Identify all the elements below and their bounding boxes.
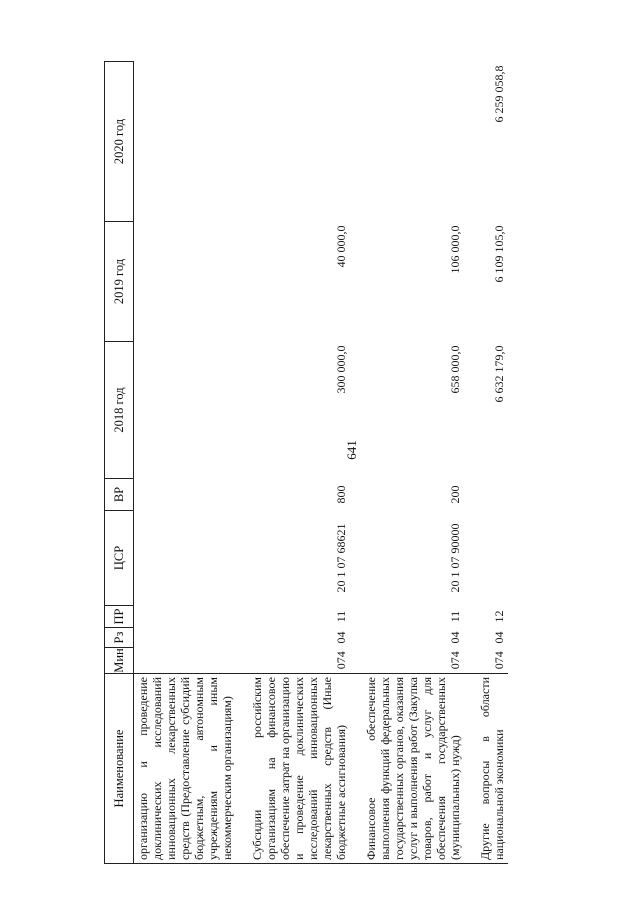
table-row	[464, 62, 508, 864]
col-pr-header: ПР	[105, 606, 134, 628]
row-2018	[134, 342, 237, 479]
row-rz: 04	[448, 631, 462, 644]
row-vr: 200	[448, 485, 462, 504]
row-2019: 40 000,0	[334, 225, 348, 268]
row-2018: 300 000,0	[334, 345, 348, 394]
row-vr: 800	[334, 485, 348, 504]
row-name: Другие вопросы в области национальной экономики	[464, 674, 508, 864]
col-vr-header: ВР	[105, 479, 134, 511]
table-row	[350, 62, 464, 864]
row-2019	[134, 222, 237, 342]
row-2018: 6 632 179,0	[492, 345, 506, 403]
row-min: 074	[492, 651, 506, 670]
row-2019: 106 000,0	[448, 225, 462, 274]
col-csr-header: ЦСР	[105, 511, 134, 606]
col-name-header: Наименование	[105, 674, 134, 864]
row-2020	[134, 62, 237, 222]
row-vr	[464, 479, 508, 511]
row-pr: 11	[334, 610, 348, 623]
row-2020: 6 259 058,8	[492, 65, 506, 123]
row-name: организацию и проведение доклинических исследований инновационных лекарственных средств (Предоставление субсидий бюджетным, автономным учреждениям и иным некоммерческим организациям)	[134, 674, 237, 864]
row-csr	[134, 511, 237, 606]
col-2019-header: 2019 год	[105, 222, 134, 342]
row-rz: 04	[334, 631, 348, 644]
row-csr	[464, 511, 508, 606]
table-row	[134, 62, 237, 864]
row-2018: 658 000,0	[448, 345, 462, 394]
table-row	[236, 62, 350, 864]
budget-table	[104, 61, 508, 864]
row-2019: 6 109 105,0	[492, 225, 506, 283]
row-2020	[350, 62, 464, 222]
rotated-page	[104, 62, 618, 864]
row-pr	[134, 606, 237, 628]
row-rz: 04	[492, 631, 506, 644]
row-2020	[236, 62, 350, 222]
col-2018-header: 2018 год	[105, 342, 134, 479]
row-csr: 20 1 07 68621	[334, 523, 348, 593]
row-csr: 20 1 07 90000	[448, 523, 462, 593]
row-rz	[134, 628, 237, 648]
col-2020-header: 2020 год	[105, 62, 134, 222]
table-header	[105, 62, 134, 864]
col-rz-header: Рз	[105, 628, 134, 648]
row-pr: 11	[448, 610, 462, 623]
row-name: Финансовое обеспечение выполнения функций федеральных государственных органов, оказания услуг и выполнения работ (Закупка товаров, работ и услуг для обеспечения государственных (муниципальных) нужд)	[350, 674, 464, 864]
row-min	[134, 648, 237, 674]
page-number: 641	[344, 440, 359, 460]
row-vr	[134, 479, 237, 511]
row-name: Субсидии российским организациям на финансовое обеспечение затрат на организацию и проведение доклинических исследований инновационных лекарственных средств (Иные бюджетные ассигнования)	[236, 674, 350, 864]
row-pr: 12	[492, 610, 506, 623]
col-min-header: Мин	[105, 648, 134, 674]
row-min: 074	[448, 651, 462, 670]
row-min: 074	[334, 651, 348, 670]
